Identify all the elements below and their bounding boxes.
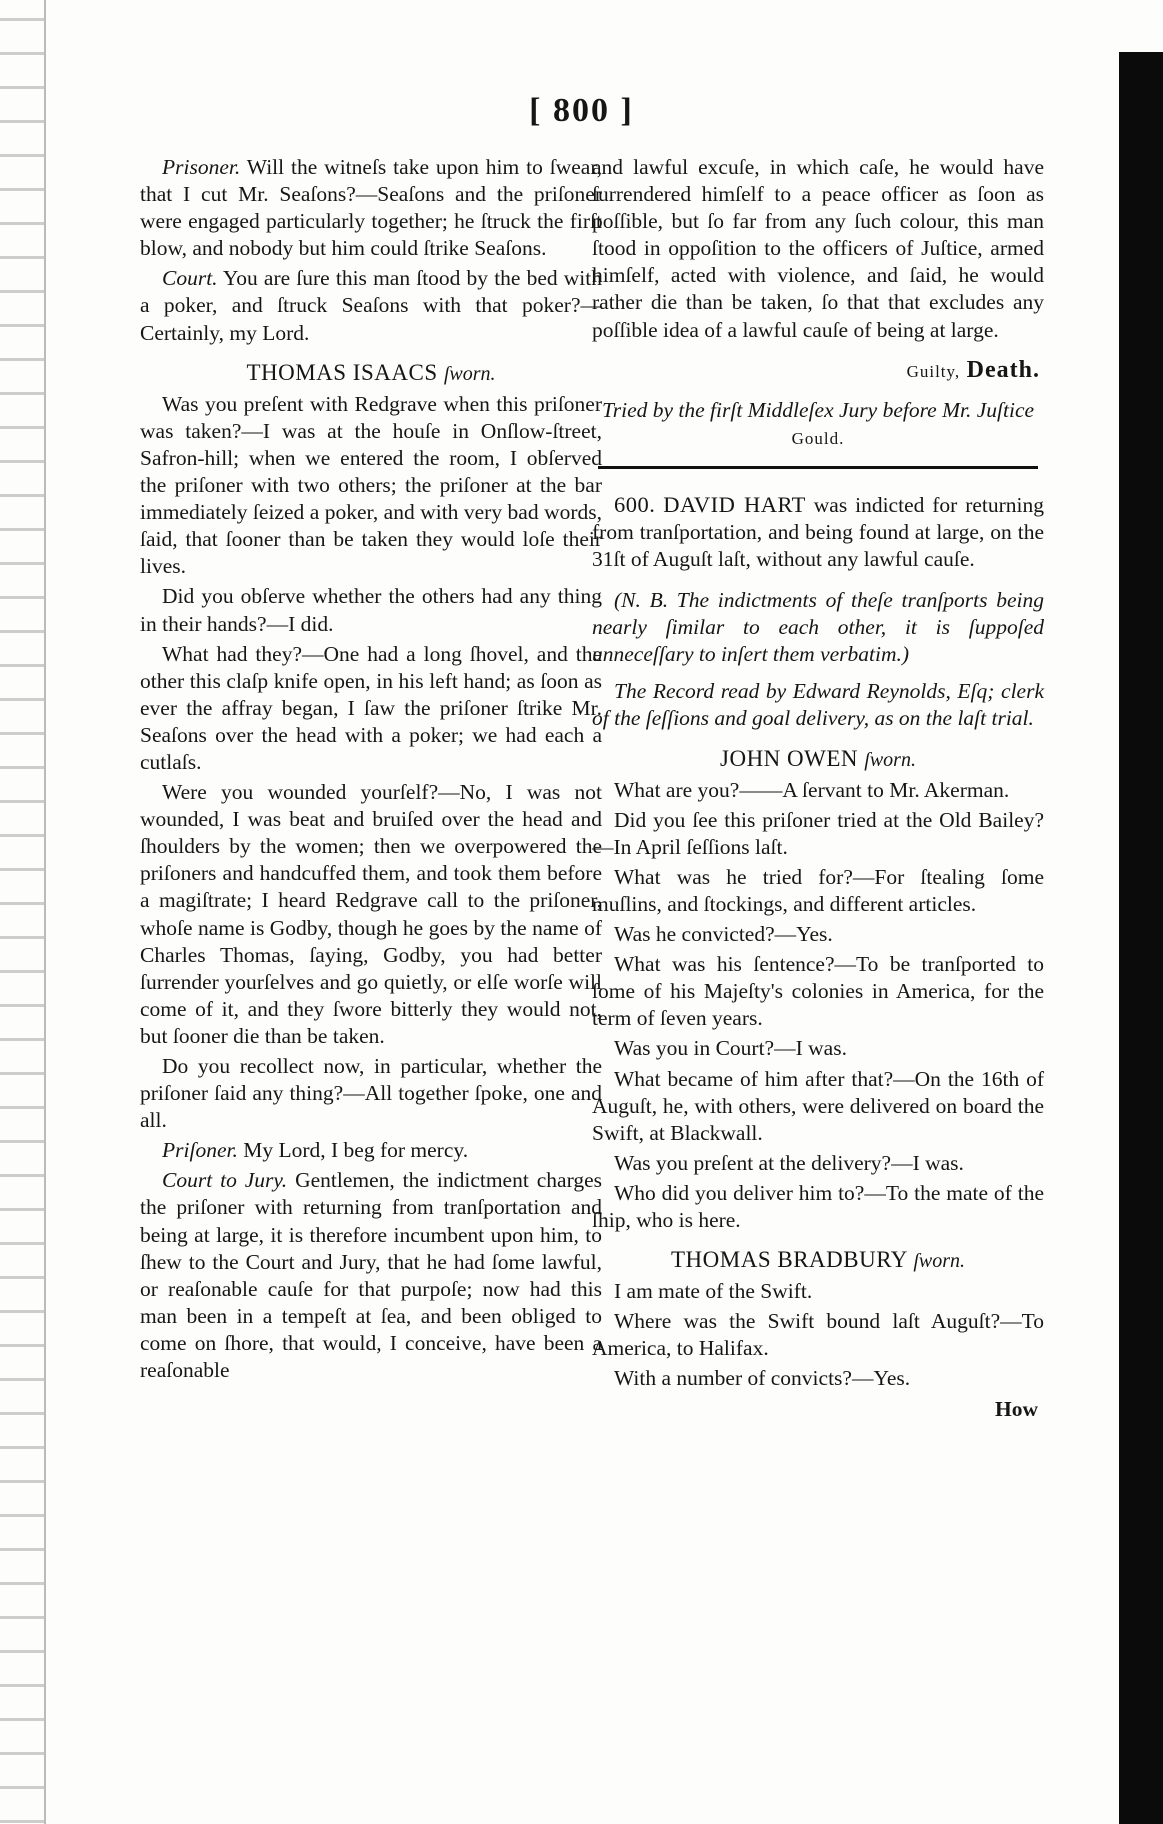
judge-name: Gould.: [791, 428, 845, 448]
binding-edge: [44, 0, 46, 1824]
witness-heading: [592, 745, 1044, 774]
page-number: [ 800 ]: [529, 92, 634, 129]
dialogue-paragraph: Was you preſent with Redgrave when this priſoner was taken?—I was at the houſe in Onſlow-ſtreet, Safron-hill; when we entered the room, I obſerved the priſoner with two others; the priſoner at the bar immediately ſeized a poker, and with very bad words, ſaid, that ſooner than be taken they would loſe their lives.: [140, 391, 602, 579]
dialogue-paragraph: What was he tried for?—For ſtealing ſome muſlins, and ſtockings, and different articles.: [592, 864, 1044, 916]
dialogue-paragraph: What became of him after that?—On the 16th of Auguſt, he, with others, were delivered on board the Swift, at Blackwall.: [592, 1066, 1044, 1145]
dialogue-paragraph: Who did you deliver him to?—To the mate of the ſhip, who is here.: [592, 1180, 1044, 1232]
speaker-label: Prisoner.: [162, 155, 241, 179]
witness-name: JOHN OWEN: [720, 745, 859, 771]
tried-by-line: [592, 397, 1044, 452]
speaker-label: Court to Jury.: [162, 1168, 288, 1193]
verdict-guilty: Guilty,: [906, 361, 961, 381]
verdict-sentence: Death.: [966, 356, 1040, 383]
witness-heading: [592, 1246, 1044, 1275]
editorial-note: (N. B. The indictments of theſe tranſports being nearly ſimilar to each other, it is ſuppoſed unneceſſary to inſert them verbatim.): [592, 588, 1044, 667]
sworn-label: ſworn.: [913, 1250, 965, 1273]
witness-name: THOMAS ISAACS: [246, 359, 438, 385]
defendant-name: DAVID HART: [663, 491, 806, 517]
witness-name: THOMAS BRADBURY: [671, 1247, 908, 1273]
dialogue-paragraph: Was you in Court?—I was.: [614, 1036, 847, 1061]
dialogue-paragraph: [140, 154, 602, 262]
dialogue-paragraph: Were you wounded yourſelf?—No, I was not wounded, I was beat and bruiſed over the head and ſhoulders by the women; then we overpowered the priſoners and handcuffed them, and took them before a magiſtrate; I heard Redgrave call to the priſoner, whoſe name is Godby, though he goes by the name of Charles Thomas, ſaying, Godby, you had better ſurrender yourſelves and go quietly, or elſe worſe will come of it, and they ſwore bitterly they would not, but ſooner die than be taken.: [140, 780, 602, 1048]
witness-heading: [140, 359, 602, 388]
dialogue-text: You are ſure this man ſtood by the bed with a poker, and ſtruck Seaſons with that poker?—Certainly, my Lord.: [140, 266, 602, 345]
indictment-text: was indicted for returning from tranſportation, and being found at large, on the 31ſt of Auguſt laſt, without any lawful cauſe.: [592, 492, 1044, 571]
dialogue-text: Will the witneſs take upon him to ſwear, that I cut Mr. Seaſons?—Seaſons and the priſoner were engaged particularly together; he ſtruck the firſt blow, and nobody but him could ſtrike Seaſons.: [140, 155, 602, 261]
dialogue-paragraph: What was his ſentence?—To be tranſported to ſome of his Majeſty's colonies in America, for the term of ſeven years.: [592, 952, 1044, 1031]
speaker-label: Priſoner.: [162, 1138, 238, 1163]
left-column: [140, 154, 602, 1387]
page-gutter-shadow: [0, 0, 44, 1824]
case-number: 600.: [614, 491, 656, 517]
dialogue-text: Gentlemen, the indictment charges the priſoner with returning from tranſportation and being at large, it is therefore incumbent upon him, to ſhew to the Court and Jury, that he had ſome lawful, or reaſonable cauſe for that purpoſe; now had this man been in a tempeſt at ſea, and been obliged to come on ſhore, that would, I conceive, have been a reaſonable: [140, 1168, 603, 1383]
dialogue-paragraph: Do you recollect now, in particular, whether the priſoner ſaid any thing?—All together ſpoke, one and all.: [140, 1054, 602, 1133]
tried-by-text: Tried by the firſt Middleſex Jury before Mr. Juſtice: [601, 397, 1035, 422]
dialogue-paragraph: Did you obſerve whether the others had any thing in their hands?—I did.: [140, 584, 602, 636]
dialogue-paragraph: [140, 265, 602, 346]
catchword: How: [995, 1396, 1038, 1421]
indictment-paragraph: [592, 491, 1044, 573]
dialogue-paragraph: What are you?——A ſervant to Mr. Akerman.: [614, 777, 1010, 802]
dialogue-text: My Lord, I beg for mercy.: [243, 1138, 469, 1163]
record-note: The Record read by Edward Reynolds, Eſq; clerk of the ſeſſions and goal delivery, as on the laſt trial.: [592, 679, 1044, 731]
dialogue-paragraph: Did you ſee this priſoner tried at the Old Bailey?—In April ſeſſions laſt.: [592, 807, 1044, 859]
continuation-paragraph: and lawful excuſe, in which caſe, he would have ſurrendered himſelf to a peace officer as ſoon as poſſible, but ſo far from any ſuch colour, this man ſtood in oppoſition to the officers of Juſtice, armed himſelf, acted with violence, and ſaid, he would rather die than be taken, ſo that that excludes any poſſible idea of a lawful cauſe of being at large.: [592, 155, 1044, 342]
dialogue-paragraph: Where was the Swift bound laſt Auguſt?—To America, to Halifax.: [592, 1309, 1044, 1361]
page-edge-dark-bar: [1119, 52, 1163, 1824]
dialogue-paragraph: Was you preſent at the delivery?—I was.: [614, 1150, 964, 1175]
dialogue-paragraph: [140, 1137, 602, 1164]
right-column: [592, 154, 1044, 1423]
dialogue-paragraph: What had they?—One had a long ſhovel, and the other this claſp knife open, in his left hand; as ſoon as ever the affray began, I ſaw the priſoner ſtrike Mr. Seaſons over the head with a poker; we had each a cutlaſs.: [140, 641, 602, 774]
dialogue-paragraph: I am mate of the Swift.: [614, 1279, 813, 1304]
dialogue-paragraph: With a number of convicts?—Yes.: [614, 1366, 911, 1391]
speaker-label: Court.: [162, 266, 218, 291]
section-divider: [598, 466, 1038, 469]
dialogue-paragraph: Was he convicted?—Yes.: [614, 922, 833, 947]
verdict: [592, 356, 1040, 385]
sworn-label: ſworn.: [443, 362, 496, 385]
dialogue-paragraph: [140, 1167, 602, 1384]
sworn-label: ſworn.: [864, 748, 916, 771]
